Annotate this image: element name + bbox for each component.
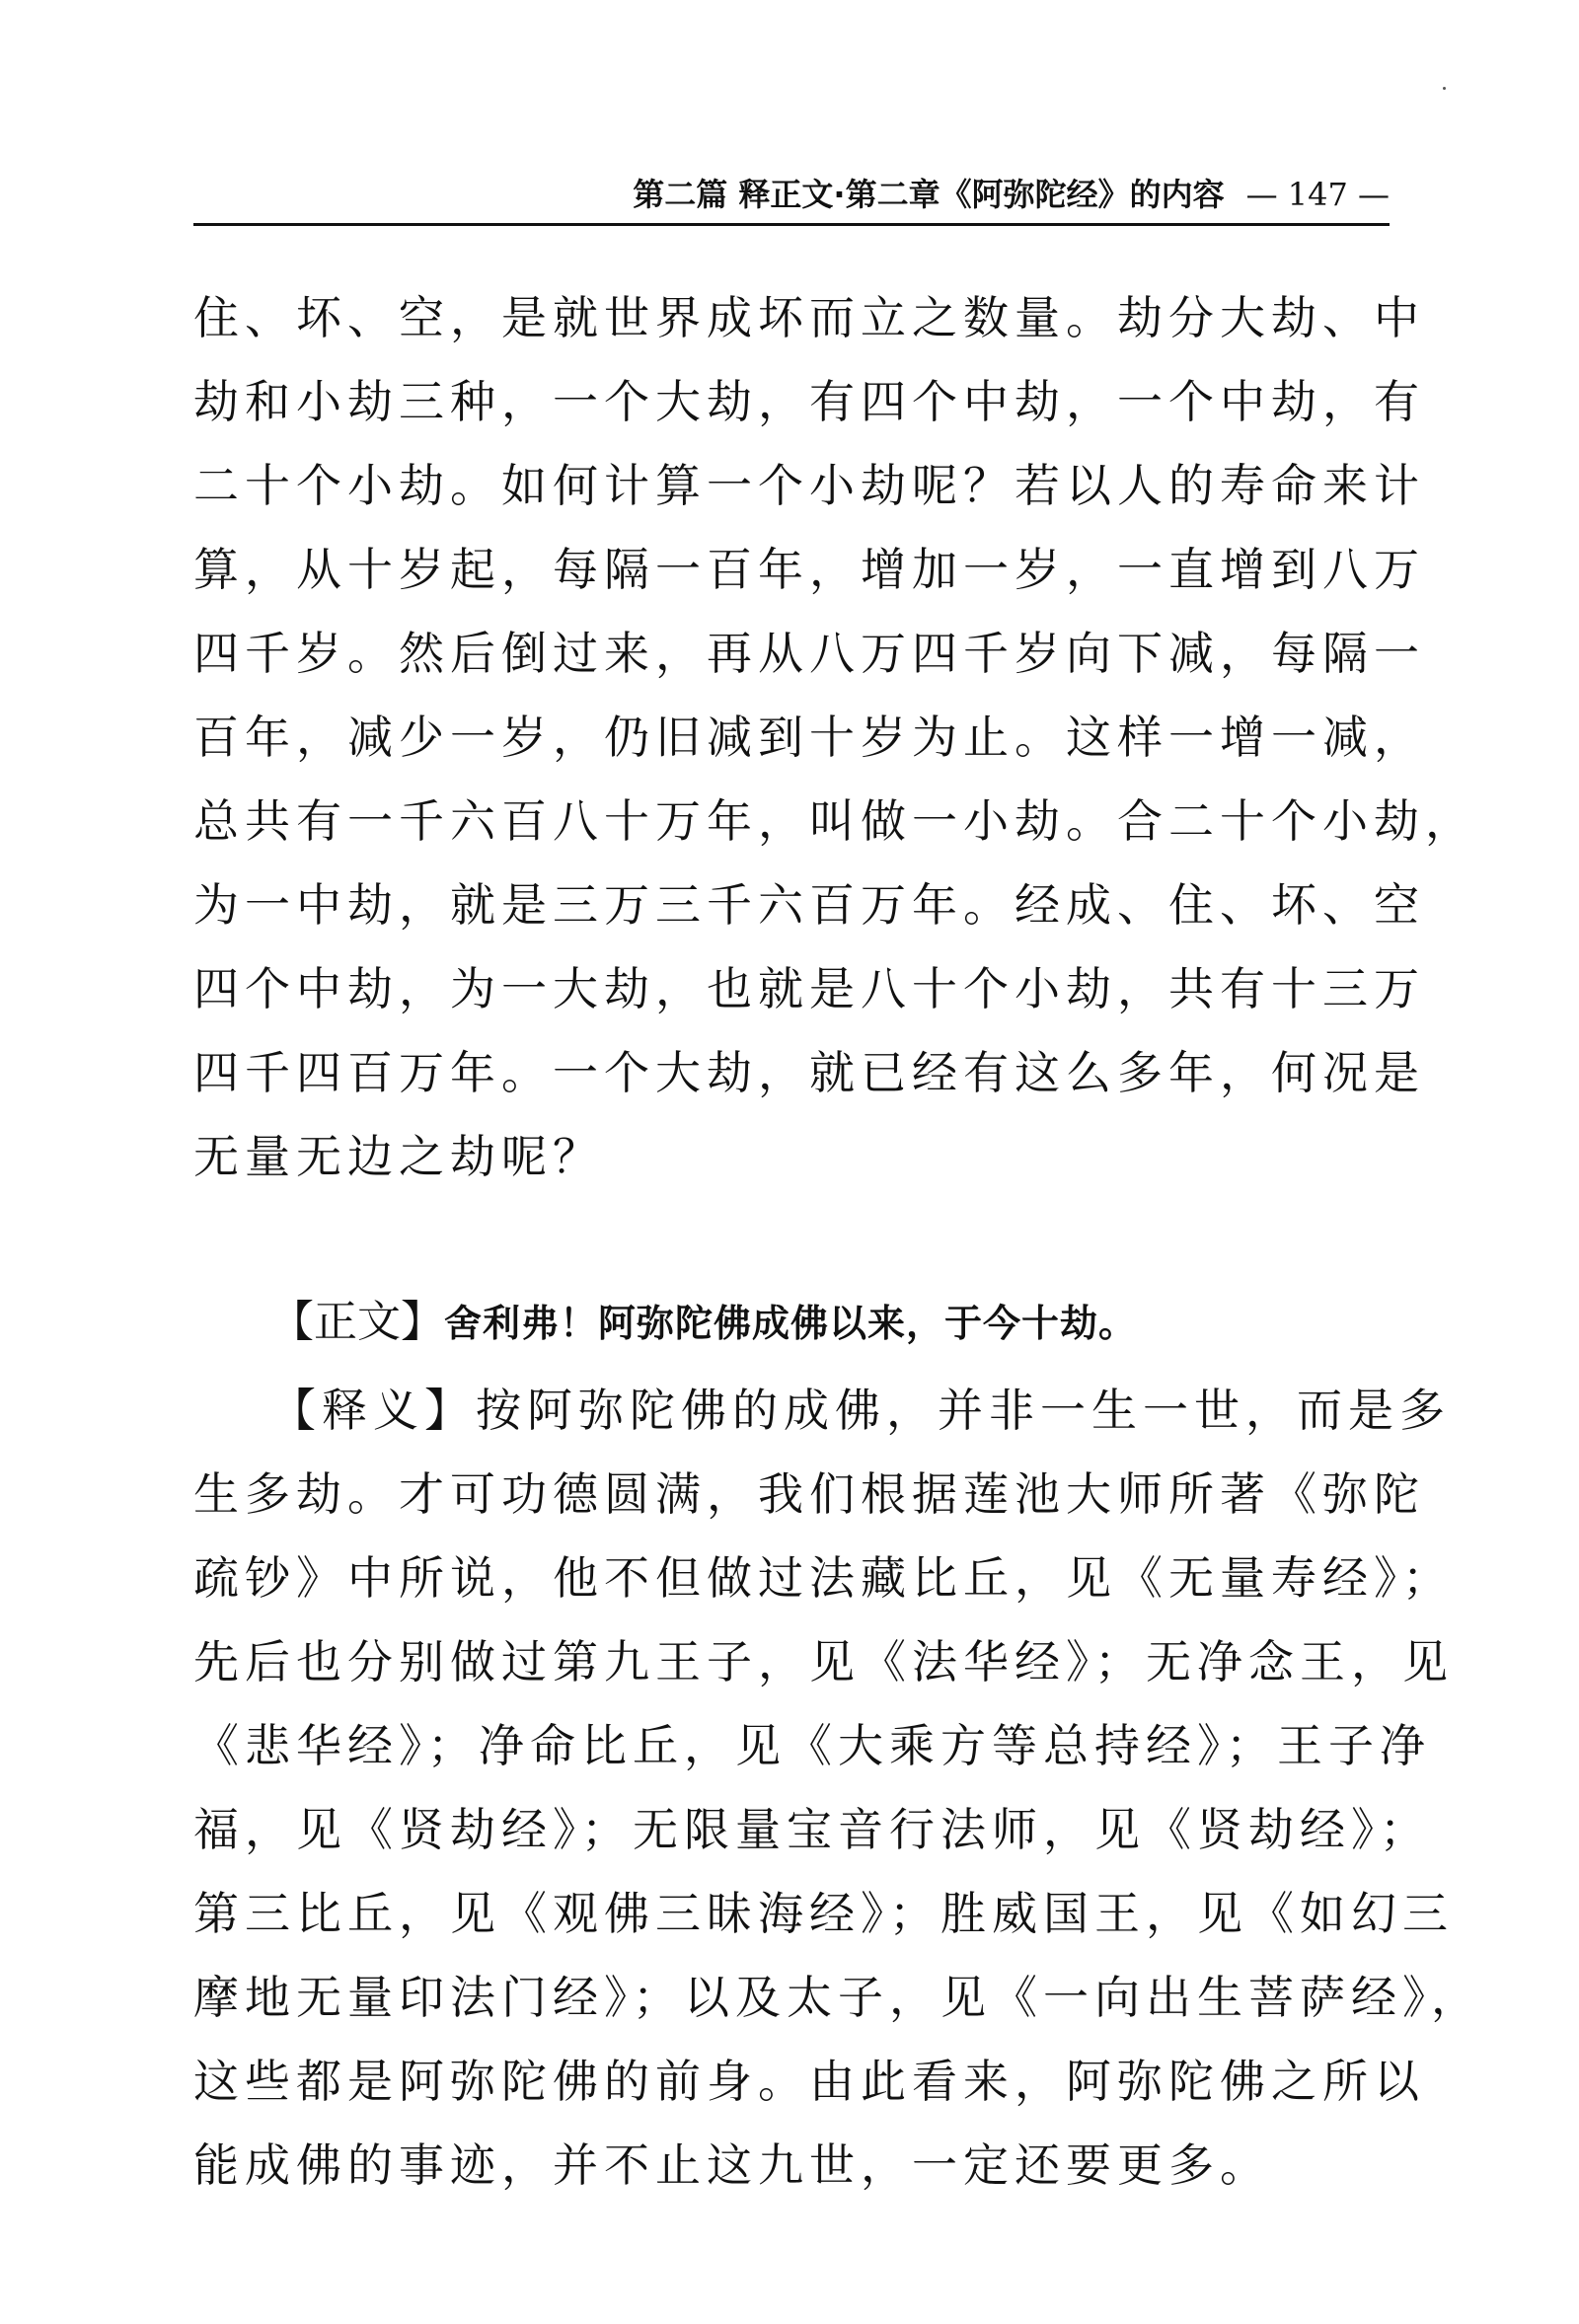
text-line: 住、坏、空，是就世界成坏而立之数量。劫分大劫、中: [193, 291, 1425, 344]
text-line: 生多劫。才可功德圆满，我们根据莲池大师所著《弥陀: [193, 1467, 1425, 1521]
text-line: 为一中劫，就是三万三千六百万年。经成、住、坏、空: [193, 878, 1425, 932]
paragraph-1: [193, 276, 1476, 1199]
text-line: 第三比丘，见《观佛三昧海经》；胜威国王，见《如幻三: [193, 1887, 1454, 1940]
text-line: 福，见《贤劫经》；无限量宝音行法师，见《贤劫经》；: [193, 1803, 1431, 1856]
text-line: 四千四百万年。一个大劫，就已经有这么多年，何况是: [193, 1046, 1425, 1099]
sutra-tag: 【正文】: [270, 1297, 444, 1347]
text-line: 这些都是阿弥陀佛的前身。由此看来，阿弥陀佛之所以: [193, 2055, 1425, 2108]
text-line: 《悲华经》；净命比丘，见《大乘方等总持经》；王子净: [193, 1719, 1431, 1772]
text-line: 总共有一千六百八十万年，叫做一小劫。合二十个小劫，: [193, 794, 1476, 848]
sutra-quote: 舍利弗！阿弥陀佛成佛以来，于今十劫。: [444, 1302, 1138, 1345]
text-line: 四千岁。然后倒过来，再从八万四千岁向下减，每隔一: [193, 627, 1425, 680]
text-line: 算，从十岁起，每隔一百年，增加一岁，一直增到八万: [193, 543, 1425, 596]
scan-speck: [1443, 87, 1446, 90]
text-line: 疏钞》中所说，他不但做过法藏比丘，见《无量寿经》；: [193, 1551, 1454, 1605]
sutra-text: [270, 1283, 1395, 1363]
page-number: — 147 —: [1245, 176, 1390, 213]
commentary-tag: 【释义】: [270, 1384, 476, 1437]
text-line: 能成佛的事迹，并不止这九世，一定还要更多。: [193, 2138, 1271, 2192]
text-line-first: [193, 1369, 1451, 1453]
text-line: 二十个小劫。如何计算一个小劫呢？若以人的寿命来计: [193, 459, 1425, 512]
text-line: 四个中劫，为一大劫，也就是八十个小劫，共有十三万: [193, 962, 1425, 1015]
text-line: 摩地无量印法门经》；以及太子，见《一向出生菩萨经》，: [193, 1971, 1482, 2024]
text-line: 百年，减少一岁，仍旧减到十岁为止。这样一增一减，: [193, 711, 1425, 764]
running-header: [193, 174, 1390, 226]
text-line: 劫和小劫三种，一个大劫，有四个中劫，一个中劫，有: [193, 375, 1425, 428]
text-line-content: 按阿弥陀佛的成佛，并非一生一世，而是多: [476, 1384, 1451, 1437]
text-line: 无量无边之劫呢？: [193, 1130, 604, 1183]
commentary-paragraph: [193, 1369, 1482, 2208]
text-line: 先后也分别做过第九王子，见《法华经》；无净念王，见: [193, 1635, 1454, 1688]
header-title: 第二篇 释正文·第二章《阿弥陀经》的内容: [633, 176, 1225, 213]
